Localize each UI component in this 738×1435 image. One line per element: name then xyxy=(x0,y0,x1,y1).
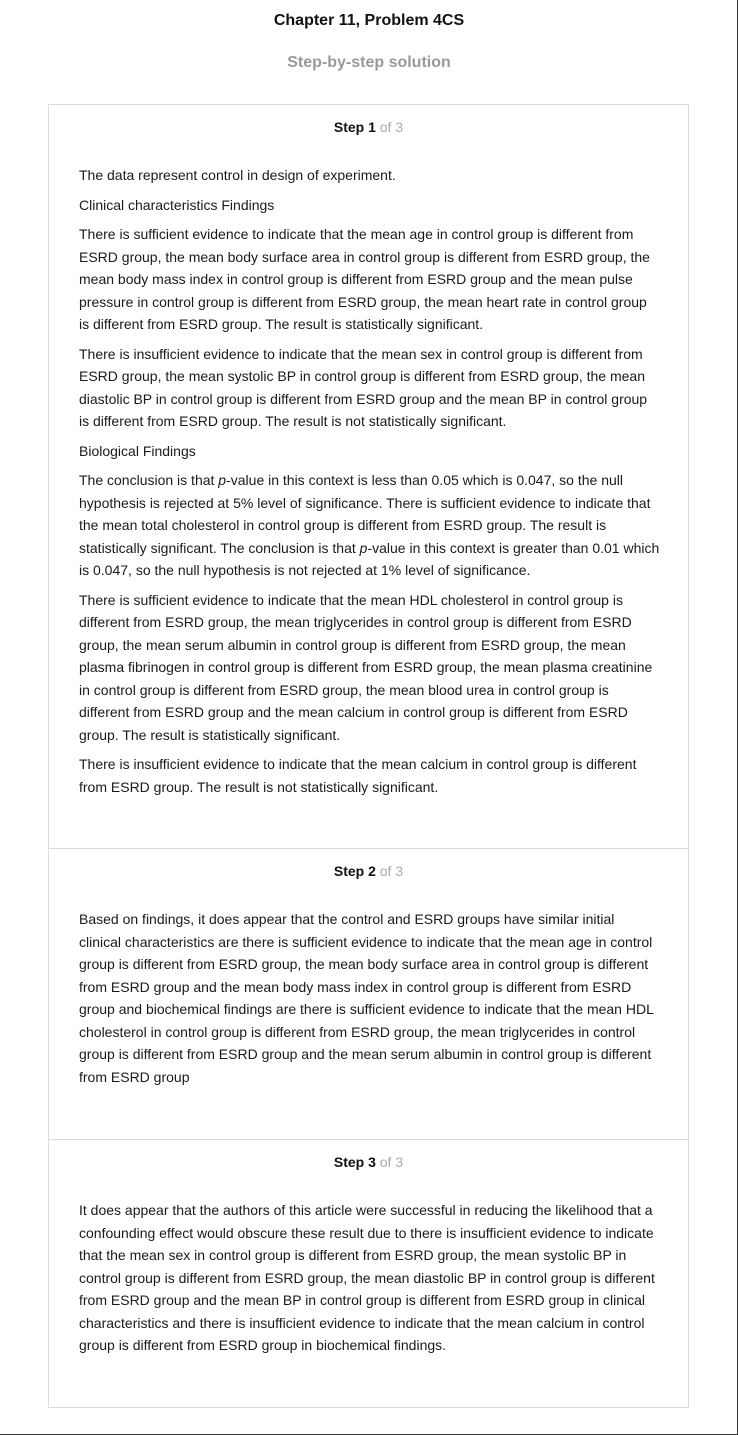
step-1-paragraph: There is insufficient evidence to indicate that the mean calcium in control group is different from ESRD group. The result is not statistically significant. xyxy=(79,756,637,795)
p-symbol: p xyxy=(359,539,368,556)
step-2-count: of 3 xyxy=(379,863,404,879)
step-2-body xyxy=(79,908,660,1088)
step-3-body xyxy=(79,1199,660,1357)
step-1-paragraph: The data represent control in design of experiment. xyxy=(79,167,396,183)
step-1-conclusion xyxy=(79,469,660,582)
step-3-count: of 3 xyxy=(379,1154,404,1170)
conclusion-text: -value in this context is greater than 0.01 which is 0.047, so the null hypothesis is not rejected at 1% level of significance. xyxy=(79,539,660,578)
step-2-header xyxy=(49,863,688,879)
step-1-heading-clinical: Clinical characteristics Findings xyxy=(79,196,275,213)
step-2-label: Step 2 xyxy=(333,863,376,879)
step-1-heading-biological: Biological Findings xyxy=(79,442,196,459)
step-1-header xyxy=(49,119,688,135)
step-1-paragraph: There is sufficient evidence to indicate that the mean HDL cholesterol in control group is different from ESRD group, the mean triglycerides in control group is different from ESRD group, the mean serum albumin in control group is different from ESRD group, the mean plasma fibrinogen in control group is different from ESRD group, the mean plasma creatinine in control group is different from ESRD group, the mean blood urea in control group is different from ESRD group and the mean calcium in control group is different from ESRD group. The result is statistically significant. xyxy=(79,591,653,743)
step-1-paragraph: There is sufficient evidence to indicate that the mean age in control group is different from ESRD group, the mean body surface area in control group is different from ESRD group, the mean body mass index in control group is different from ESRD group and the mean pulse pressure in control group is different from ESRD group, the mean heart rate in control group is different from ESRD group. The result is statistically significant. xyxy=(79,226,650,332)
step-1-count: of 3 xyxy=(379,119,404,135)
solution-steps xyxy=(48,104,689,1408)
step-3 xyxy=(49,1139,688,1407)
step-1-label: Step 1 xyxy=(333,119,376,135)
step-1 xyxy=(49,105,688,848)
step-3-paragraph: It does appear that the authors of this article were successful in reducing the likelihood that a confounding effect would obscure these result due to there is insufficient evidence to indicate that the mean sex in control group is different from ESRD group, the mean systolic BP in control group is different from ESRD group, the mean diastolic BP in control group is different from ESRD group and the mean BP in control group is different from ESRD group in clinical characteristics and there is insufficient evidence to indicate that the mean calcium in control group is different from ESRD group in biochemical findings. xyxy=(79,1202,655,1353)
page-title: Chapter 11, Problem 4CS xyxy=(273,12,465,29)
step-1-body xyxy=(79,164,660,798)
conclusion-text: -value in this context is less than 0.05 which is 0.047, so the null hypothesis is rejected at 5% level of significance. There is sufficient evidence to indicate that the mean total cholesterol in control group is different from ESRD group. The result is statistically significant. The conclusion is that xyxy=(79,472,651,556)
step-3-header xyxy=(49,1154,688,1170)
conclusion-text: The conclusion is that xyxy=(79,472,219,488)
step-1-paragraph: There is insufficient evidence to indicate that the mean sex in control group is different from ESRD group, the mean systolic BP in control group is different from ESRD group, the mean diastolic BP in control group is different from ESRD group and the mean BP in control group is different from ESRD group. The result is not statistically significant. xyxy=(79,345,648,429)
p-symbol: p xyxy=(218,472,227,488)
page-subtitle: Step-by-step solution xyxy=(287,54,451,71)
step-3-label: Step 3 xyxy=(333,1154,376,1170)
step-2 xyxy=(49,848,688,1139)
step-2-paragraph: Based on findings, it does appear that the control and ESRD groups have similar initial clinical characteristics are there is sufficient evidence to indicate that the mean age in control group is different from ESRD group, the mean body surface area in control group is different from ESRD group and the mean body mass index in control group is different from ESRD group and biochemical findings are there is sufficient evidence to indicate that the mean HDL cholesterol in control group is different from ESRD group, the mean triglycerides in control group is different from ESRD group and the mean serum albumin in control group is different from ESRD group xyxy=(79,911,654,1085)
